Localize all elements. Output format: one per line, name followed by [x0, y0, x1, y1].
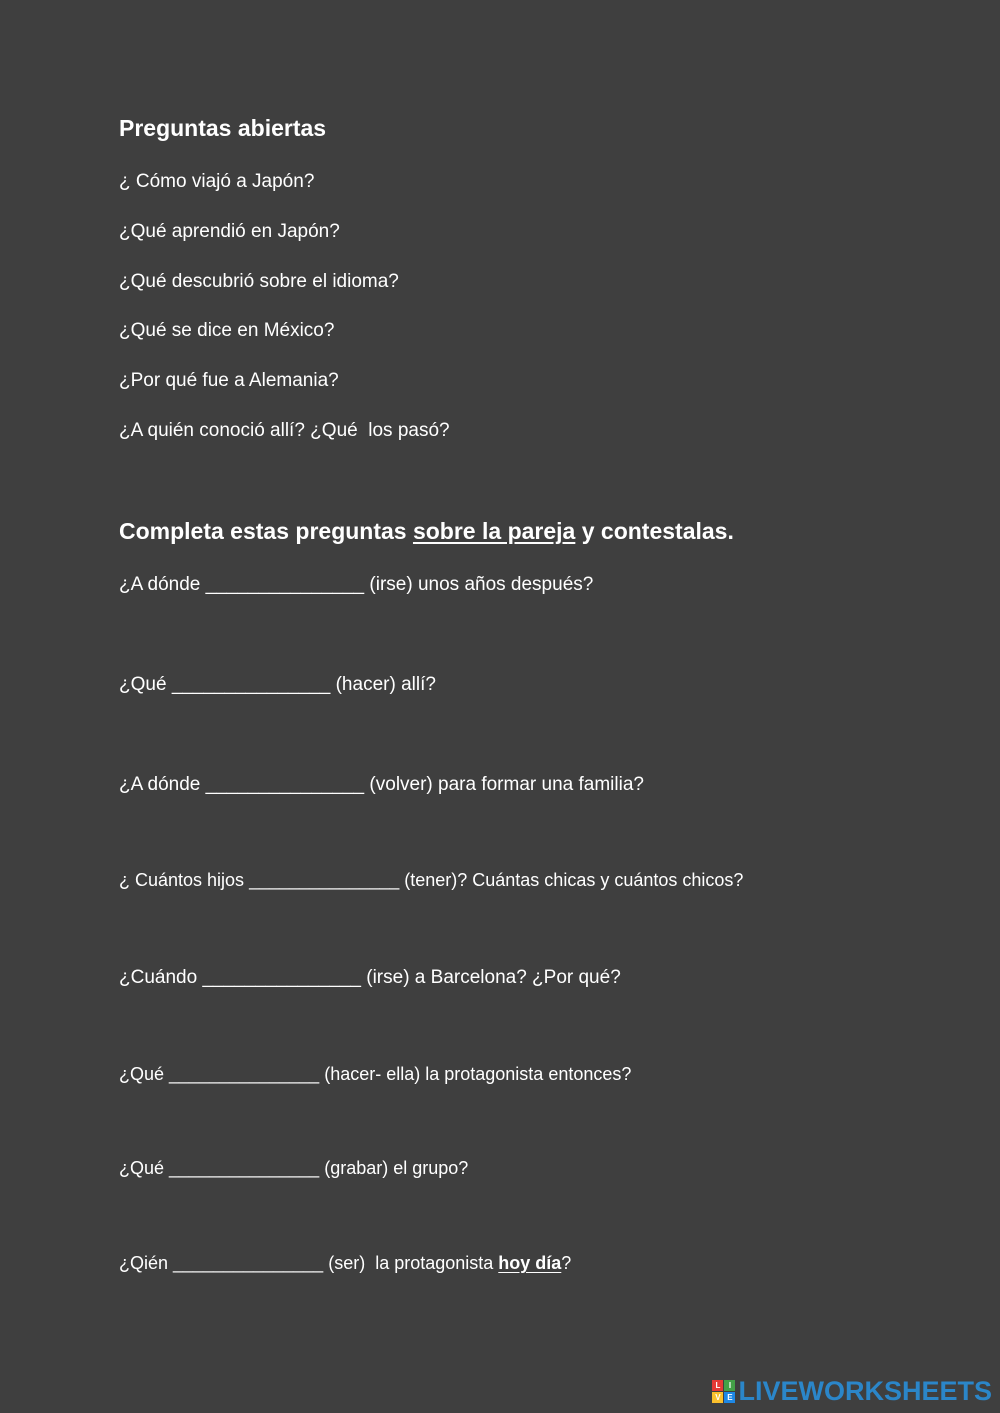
question-text-end: ? [561, 1253, 572, 1273]
fill-question-6 [119, 1065, 631, 1083]
answer-blank[interactable]: _______________ [173, 1253, 324, 1273]
liveworksheets-logo-icon [712, 1380, 735, 1403]
question-text-pre: ¿A dónde [119, 774, 206, 795]
answer-blank[interactable]: _______________ [205, 574, 365, 595]
section-title-complete [119, 520, 734, 543]
fill-question-3 [119, 775, 644, 794]
watermark-text: LIVEWORKSHEETS [738, 1376, 992, 1406]
emphasized-text: hoy día [498, 1253, 562, 1273]
question-text-post: (volver) para formar una familia? [364, 774, 644, 795]
open-question-4: ¿Qué se dice en México? [119, 320, 335, 341]
fill-question-4 [119, 871, 743, 889]
question-text-pre: ¿Cuándo [119, 967, 203, 988]
question-text-post: (irse) unos años después? [364, 574, 594, 595]
question-text-pre: ¿Qué [119, 1064, 170, 1084]
open-question-1: ¿ Cómo viajó a Japón? [119, 171, 315, 192]
question-text-pre: ¿A dónde [119, 574, 206, 595]
fill-question-2 [119, 675, 436, 694]
title-part-a: Completa estas preguntas [119, 518, 413, 544]
answer-blank[interactable]: _______________ [169, 1158, 320, 1178]
answer-blank[interactable]: _______________ [202, 967, 361, 988]
open-question-6: ¿A quién conoció allí? ¿Qué los pasó? [119, 420, 450, 441]
open-question-5: ¿Por qué fue a Alemania? [119, 370, 339, 391]
question-text-post: (hacer- ella) la protagonista entonces? [319, 1064, 632, 1084]
open-question-2: ¿Qué aprendió en Japón? [119, 221, 340, 242]
logo-letter: V [712, 1392, 723, 1403]
liveworksheets-watermark [712, 1378, 992, 1405]
question-text-post: (ser) la protagonista [323, 1253, 499, 1273]
title-underlined: sobre la pareja [412, 518, 576, 544]
question-text-pre: ¿Qué [119, 1158, 170, 1178]
logo-letter: E [724, 1392, 735, 1403]
question-text-post: (grabar) el grupo? [319, 1158, 469, 1178]
title-part-b: y contestalas. [575, 518, 734, 544]
fill-question-8 [119, 1254, 571, 1272]
open-question-3: ¿Qué descubrió sobre el idioma? [119, 271, 399, 292]
question-text-post: (irse) a Barcelona? ¿Por qué? [360, 967, 621, 988]
fill-question-5 [119, 968, 621, 987]
answer-blank[interactable]: _______________ [171, 674, 331, 695]
question-text-pre: ¿Qué [119, 674, 172, 695]
section-title-open-questions: Preguntas abiertas [119, 115, 327, 141]
answer-blank[interactable]: _______________ [249, 870, 400, 890]
question-text-pre: ¿Qién [119, 1253, 174, 1273]
answer-blank[interactable]: _______________ [169, 1064, 320, 1084]
fill-question-1 [119, 575, 593, 594]
logo-letter: I [724, 1380, 735, 1391]
fill-question-7 [119, 1159, 468, 1177]
question-text-post: (tener)? Cuántas chicas y cuántos chicos? [399, 870, 744, 890]
answer-blank[interactable]: _______________ [205, 774, 365, 795]
question-text-pre: ¿ Cuántos hijos [119, 870, 250, 890]
question-text-post: (hacer) allí? [330, 674, 436, 695]
logo-letter: L [712, 1380, 723, 1391]
